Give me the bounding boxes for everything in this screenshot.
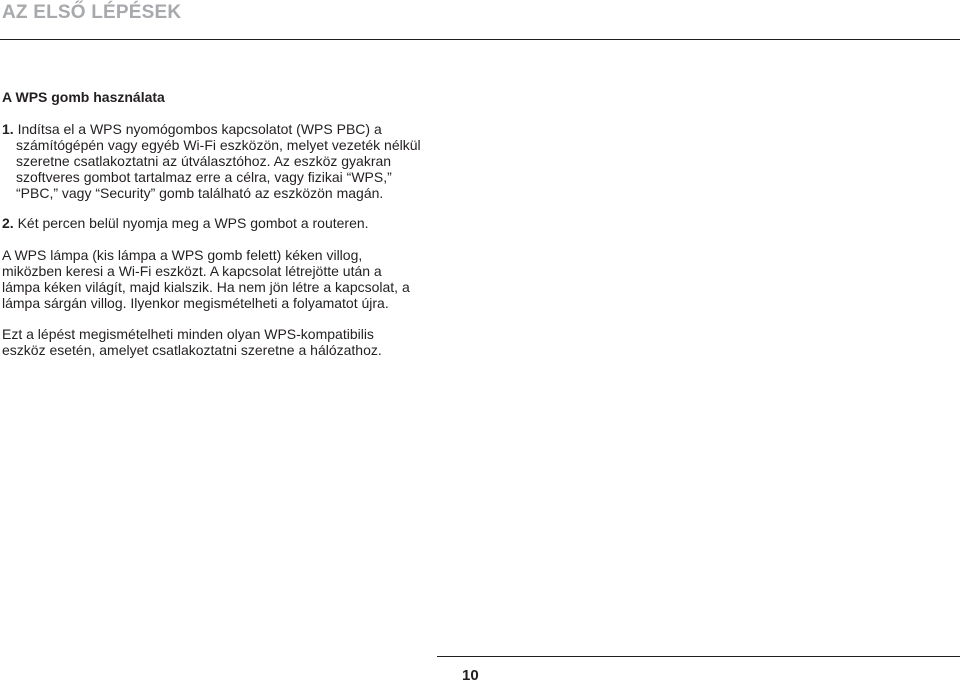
step-2-text-1: Két percen belül nyomja meg a WPS gombot a routeren.: [17, 215, 369, 231]
step-1-line-4: szoftveres gombot tartalmaz erre a célra, vagy fizikai “WPS,”: [16, 169, 392, 185]
step-2-line-1: [2, 215, 369, 231]
footer-divider: [437, 656, 960, 657]
step-2-number: 2.: [2, 215, 14, 231]
paragraph-1-line-3: lámpa kéken világít, majd kialszik. Ha nem jön létre a kapcsolat, a: [2, 279, 410, 295]
paragraph-wps-light: [2, 247, 410, 311]
paragraph-repeat: [2, 326, 382, 358]
paragraph-2-line-1: Ezt a lépést megismételheti minden olyan WPS-kompatibilis: [2, 326, 374, 342]
step-1: [2, 121, 421, 201]
step-1-number: 1.: [2, 121, 14, 137]
chapter-title: AZ ELSŐ LÉPÉSEK: [2, 2, 182, 23]
paragraph-1-line-1: A WPS lámpa (kis lámpa a WPS gomb felett) kéken villog,: [2, 247, 363, 263]
step-2: [2, 215, 369, 231]
paragraph-1-line-2: miközben keresi a Wi-Fi eszközt. A kapcsolat létrejötte után a: [2, 263, 382, 279]
step-1-text-1: Indítsa el a WPS nyomógombos kapcsolatot (WPS PBC) a: [17, 121, 382, 137]
header-divider: [0, 39, 960, 40]
paragraph-1-line-4: lámpa sárgán villog. Ilyenkor megismételheti a folyamatot újra.: [2, 295, 389, 311]
paragraph-2-line-2: eszköz esetén, amelyet csatlakoztatni szeretne a hálózathoz.: [2, 342, 382, 358]
step-1-line-1: [2, 121, 421, 137]
section-title: A WPS gomb használata: [2, 89, 165, 105]
page-number: 10: [462, 667, 479, 684]
step-1-line-5: “PBC,” vagy “Security” gomb található az eszközön magán.: [16, 185, 384, 201]
step-1-line-2: számítógépén vagy egyéb Wi-Fi eszközön, melyet vezeték nélkül: [16, 137, 421, 153]
step-1-line-3: szeretne csatlakoztatni az útválasztóhoz. Az eszköz gyakran: [16, 153, 392, 169]
